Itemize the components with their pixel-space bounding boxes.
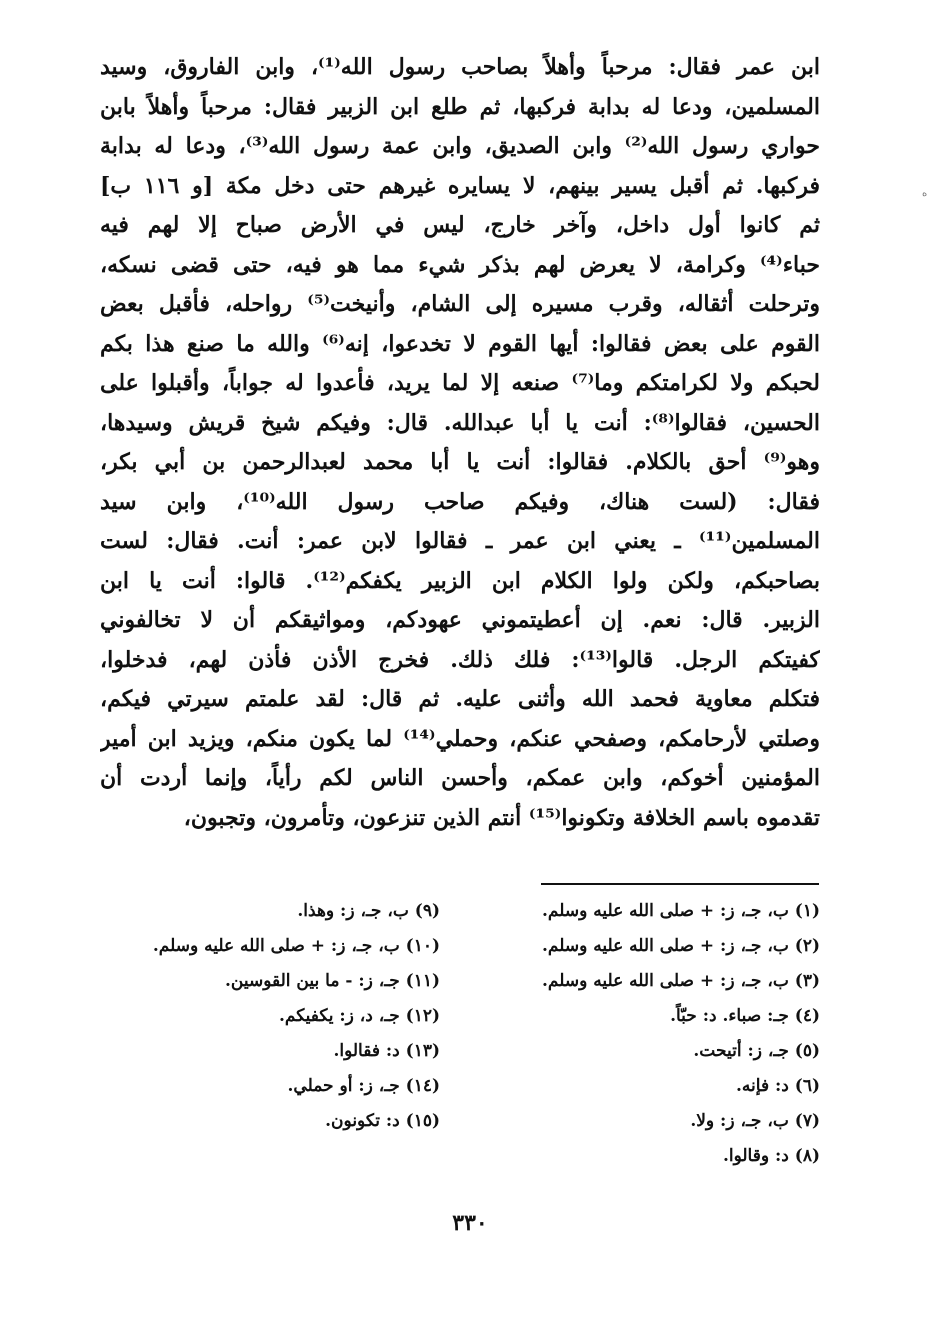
- text-line: الحسين، فقالوا⁽⁸⁾: أنت يا أبا عبدالله. قال: وفيكم شيخ قريش وسيدها،: [100, 409, 820, 436]
- footnote: (١٤) جـ، ز: أو حملي.: [287, 1076, 440, 1096]
- footnote-separator: [541, 883, 819, 885]
- footnote: (١) ب، جـ، ز: + صلى الله عليه وسلم.: [542, 901, 820, 921]
- footnote: (١٥) د: تكونون.: [325, 1111, 440, 1131]
- footnote: (٢) ب، جـ، ز: + صلى الله عليه وسلم.: [542, 936, 820, 956]
- page-number: ٣٣٠: [452, 1210, 488, 1236]
- main-text-block: [100, 48, 820, 838]
- text-line: المسلمين⁽¹¹⁾ ـ يعني ابن عمر ـ فقالوا لابن عمر: أنت. فقال: لست: [100, 528, 820, 554]
- text-line: فقال: (لست هناك، وفيكم صاحب رسول الله⁽¹⁰⁾، وابن سيد: [100, 488, 820, 515]
- text-line: المؤمنين أخوكم، وابن عمكم، وأحسن الناس لكم رأياً، وإنما أردت أن: [100, 765, 820, 791]
- text-line: المسلمين، ودعا له بدابة فركبها، ثم طلع ابن الزبير فقال: مرحباً وأهلاً بابن: [100, 93, 820, 120]
- text-line: وترحلت أثقاله، وقرب مسيره إلى الشام، وأنيخت⁽⁵⁾ رواحله، فأقبل بعض: [100, 291, 820, 317]
- text-line: حباء⁽⁴⁾ وكرامة، لا يعرض لهم بذكر شيء مما هو فيه، حتى قضى نسكه،: [100, 251, 820, 278]
- text-line: الزبير. قال: نعم. إن أعطيتموني عهودكم، ومواثيقكم أن لا تخالفوني: [100, 607, 820, 633]
- footnotes-column-left: [110, 894, 440, 1139]
- text-line: وهو⁽⁹⁾ أحق بالكلام. فقالوا: أنت يا أبا محمد لعبدالرحمن بن أبي بكر،: [100, 449, 820, 475]
- footnote: (١٠) ب، جـ، ز: + صلى الله عليه وسلم.: [152, 936, 440, 956]
- text-line: كفيتكم الرجل. قالوا⁽¹³⁾: فلك ذلك. فخرج الأذن فأذن لهم، فدخلوا،: [100, 646, 820, 673]
- text-line: فركبها. ثم أقبل يسير بينهم، لا يسايره غيرهم حتى دخل مكة [و ١١٦ ب]: [100, 172, 820, 199]
- margin-mark: ە: [922, 188, 928, 199]
- text-line: القوم على بعض فقالوا: أيها القوم لا تخدعوا، إنه⁽⁶⁾ والله ما صنع هذا بكم: [100, 330, 820, 357]
- text-line: حواري رسول الله⁽²⁾ وابن الصديق، وابن عمة رسول الله⁽³⁾، ودعا له بدابة: [100, 133, 820, 159]
- text-line: لحبكم ولا لكرامتكم وما⁽⁷⁾ صنعه إلا لما يريد، فأعدوا له جواباً، وأقبلوا على: [100, 370, 820, 396]
- text-line: فتكلم معاوية فحمد الله وأثنى عليه. ثم قال: لقد علمتم سيرتي فيكم،: [100, 686, 820, 712]
- footnote: (٧) ب، جـ، ز: ولا.: [690, 1111, 820, 1131]
- footnote: (١٢) جـ، د، ز: يكفيكم.: [278, 1006, 440, 1026]
- text-line: بصاحبكم، ولكن ولوا الكلام ابن الزبير يكفكم⁽¹²⁾. قالوا: أنت يا ابن: [100, 567, 820, 594]
- footnote: (١١) جـ، ز: - ما بين القوسين.: [225, 971, 440, 991]
- footnotes-column-right: [470, 894, 820, 1174]
- text-line: ثم كانوا أول داخل، وآخر خارج، ليس في الأرض صباح إلا لهم فيه: [100, 212, 820, 238]
- footnote: (١٣) د: فقالوا.: [333, 1041, 440, 1061]
- footnote: (٥) جـ، ز: أتيحت.: [693, 1041, 820, 1061]
- text-line: ابن عمر فقال: مرحباً وأهلاً بصاحب رسول الله⁽¹⁾، وابن الفاروق، وسيد: [100, 54, 820, 80]
- text-line: وصلتي لأرحامكم، وصفحي عنكم، وحملي⁽¹⁴⁾ لما يكون منكم، ويزيد ابن أمير: [100, 725, 820, 752]
- footnote: (٤) جـ: صباء. د: حبّاً.: [670, 1006, 820, 1026]
- footnote: (٦) د: فإنه.: [736, 1076, 820, 1096]
- footnote: (٣) ب، جـ، ز: + صلى الله عليه وسلم.: [542, 971, 820, 991]
- footnote: (٩) ب، جـ، ز: وهذا.: [297, 901, 440, 921]
- footnote: (٨) د: وقالوا.: [722, 1146, 820, 1166]
- text-line: تقدموه باسم الخلافة وتكونوا⁽¹⁵⁾ أنتم الذين تنزعون، وتأمرون، وتجبون،: [183, 804, 820, 831]
